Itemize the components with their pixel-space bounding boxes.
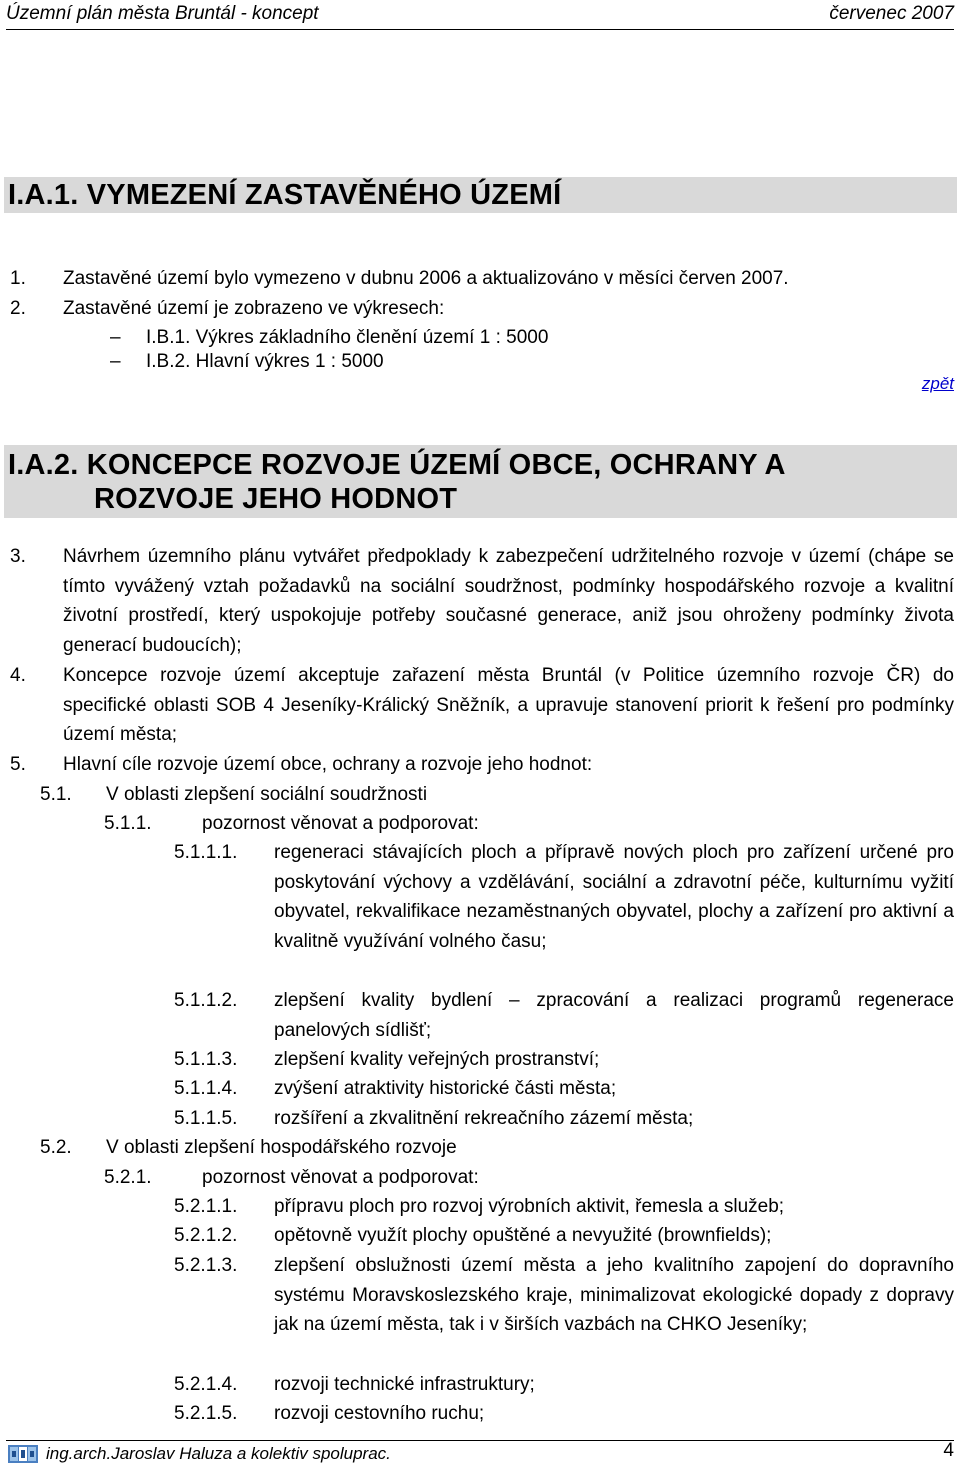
back-link[interactable]: zpět [921, 374, 954, 393]
point-text: zlepšení kvality bydlení – zpracování a realizaci programů regenerace panelových sídlišť; [274, 990, 954, 1041]
list-number: 5. [10, 754, 26, 775]
page-number: 4 [943, 1440, 954, 1461]
point-number: 5.1.1.4. [174, 1078, 238, 1099]
footer-divider [6, 1440, 954, 1441]
point-text: rozšíření a zkvalitnění rekreačního zázemí města; [274, 1108, 694, 1129]
subsection-text: pozornost věnovat a podporovat: [202, 1167, 479, 1188]
point-number: 5.2.1.4. [174, 1374, 238, 1395]
section-heading-band [4, 445, 957, 518]
header-document-title: Územní plán města Bruntál - koncept [6, 3, 319, 24]
subsection-title: V oblasti zlepšení hospodářského rozvoje [106, 1137, 457, 1158]
section-title-line-2: ROZVOJE JEHO HODNOT [94, 483, 458, 515]
point-number: 5.1.1.5. [174, 1108, 238, 1129]
point-number: 5.1.1.2. [174, 990, 238, 1011]
point-number: 5.1.1.3. [174, 1049, 238, 1070]
dash-bullet: – [110, 351, 121, 372]
subsection-number: 5.2. [40, 1137, 72, 1158]
list-number: 2. [10, 298, 26, 319]
subsection-number: 5.1.1. [104, 813, 152, 834]
footer-author: ing.arch.Jaroslav Haluza a kolektiv spoluprac. [46, 1444, 391, 1463]
page-header [6, 3, 954, 30]
drawing-reference: I.B.1. Výkres základního členění území 1 : 5000 [146, 327, 549, 348]
subsection-number: 5.1. [40, 784, 72, 805]
point-number: 5.2.1.1. [174, 1196, 238, 1217]
section-title: I.A.1. VYMEZENÍ ZASTAVĚNÉHO ÚZEMÍ [8, 179, 562, 211]
section-heading-band [4, 177, 957, 213]
section-title-line-1: I.A.2. KONCEPCE ROZVOJE ÚZEMÍ OBCE, OCHRANY A [8, 449, 786, 481]
point-text: zlepšení kvality veřejných prostranství; [274, 1049, 600, 1070]
point-text: zlepšení obslužnosti území města a jeho kvalitního zapojení do dopravního systému Moravskoslezského kraje, minimalizovat ekologické dopady z dopravy jak na území města, tak i v širších vazbách na CHKO Jeseníky; [274, 1255, 954, 1336]
subsection-title: V oblasti zlepšení sociální soudržnosti [106, 784, 428, 805]
subsection-text: pozornost věnovat a podporovat: [202, 813, 479, 834]
list-number: 4. [10, 665, 26, 686]
point-text: regeneraci stávajících ploch a přípravě nových ploch pro zařízení určené pro poskytování výchovy a vzdělávání, sociální a zdravotní péče, kulturnímu vyžití obyvatel, rekvalifikace nezaměstnaných obyvatel, plochy a zařízení pro aktivní a kvalitně využívání volného času; [274, 842, 954, 953]
list-item-text: Koncepce rozvoje území akceptuje zařazení města Bruntál (v Politice územního rozvoje ČR) do specifické oblasti SOB 4 Jeseníky-Králický Sněžník, a upravuje stanovení priorit k řešení pro podmínky území města; [63, 665, 954, 746]
point-number: 5.2.1.2. [174, 1225, 238, 1246]
point-number: 5.2.1.5. [174, 1403, 238, 1424]
page-footer [6, 1440, 954, 1468]
drawing-reference: I.B.2. Hlavní výkres 1 : 5000 [146, 351, 384, 372]
subsection-number: 5.2.1. [104, 1167, 152, 1188]
point-text: rozvoji cestovního ruchu; [274, 1403, 485, 1424]
list-number: 3. [10, 546, 26, 567]
point-text: opětovně využít plochy opuštěné a nevyužité (brownfields); [274, 1225, 772, 1246]
list-item-text: Hlavní cíle rozvoje území obce, ochrany a rozvoje jeho hodnot: [63, 754, 593, 775]
header-date: červenec 2007 [829, 3, 954, 24]
point-text: přípravu ploch pro rozvoj výrobních aktivit, řemesla a služeb; [274, 1196, 785, 1217]
list-item-text: Zastavěné území je zobrazeno ve výkresech: [63, 298, 445, 319]
point-number: 5.1.1.1. [174, 842, 238, 863]
point-number: 5.2.1.3. [174, 1255, 238, 1276]
list-item-text: Návrhem územního plánu vytvářet předpoklady k zabezpečení udržitelného rozvoje v území (chápe se tímto vyvážený vztah požadavků na sociální soudržnost, podmínky hospodářského rozvoje a kvalitní životní prostředí, který uspokojuje potřeby současné generace, aniž jsou ohroženy podmínky života generací budoucích); [63, 546, 954, 657]
dash-bullet: – [110, 327, 121, 348]
point-text: rozvoji technické infrastruktury; [274, 1374, 535, 1395]
author-logo-icon [8, 1443, 38, 1465]
list-item-text: Zastavěné území bylo vymezeno v dubnu 2006 a aktualizováno v měsíci červen 2007. [63, 268, 789, 289]
list-number: 1. [10, 268, 26, 289]
point-text: zvýšení atraktivity historické části města; [274, 1078, 617, 1099]
